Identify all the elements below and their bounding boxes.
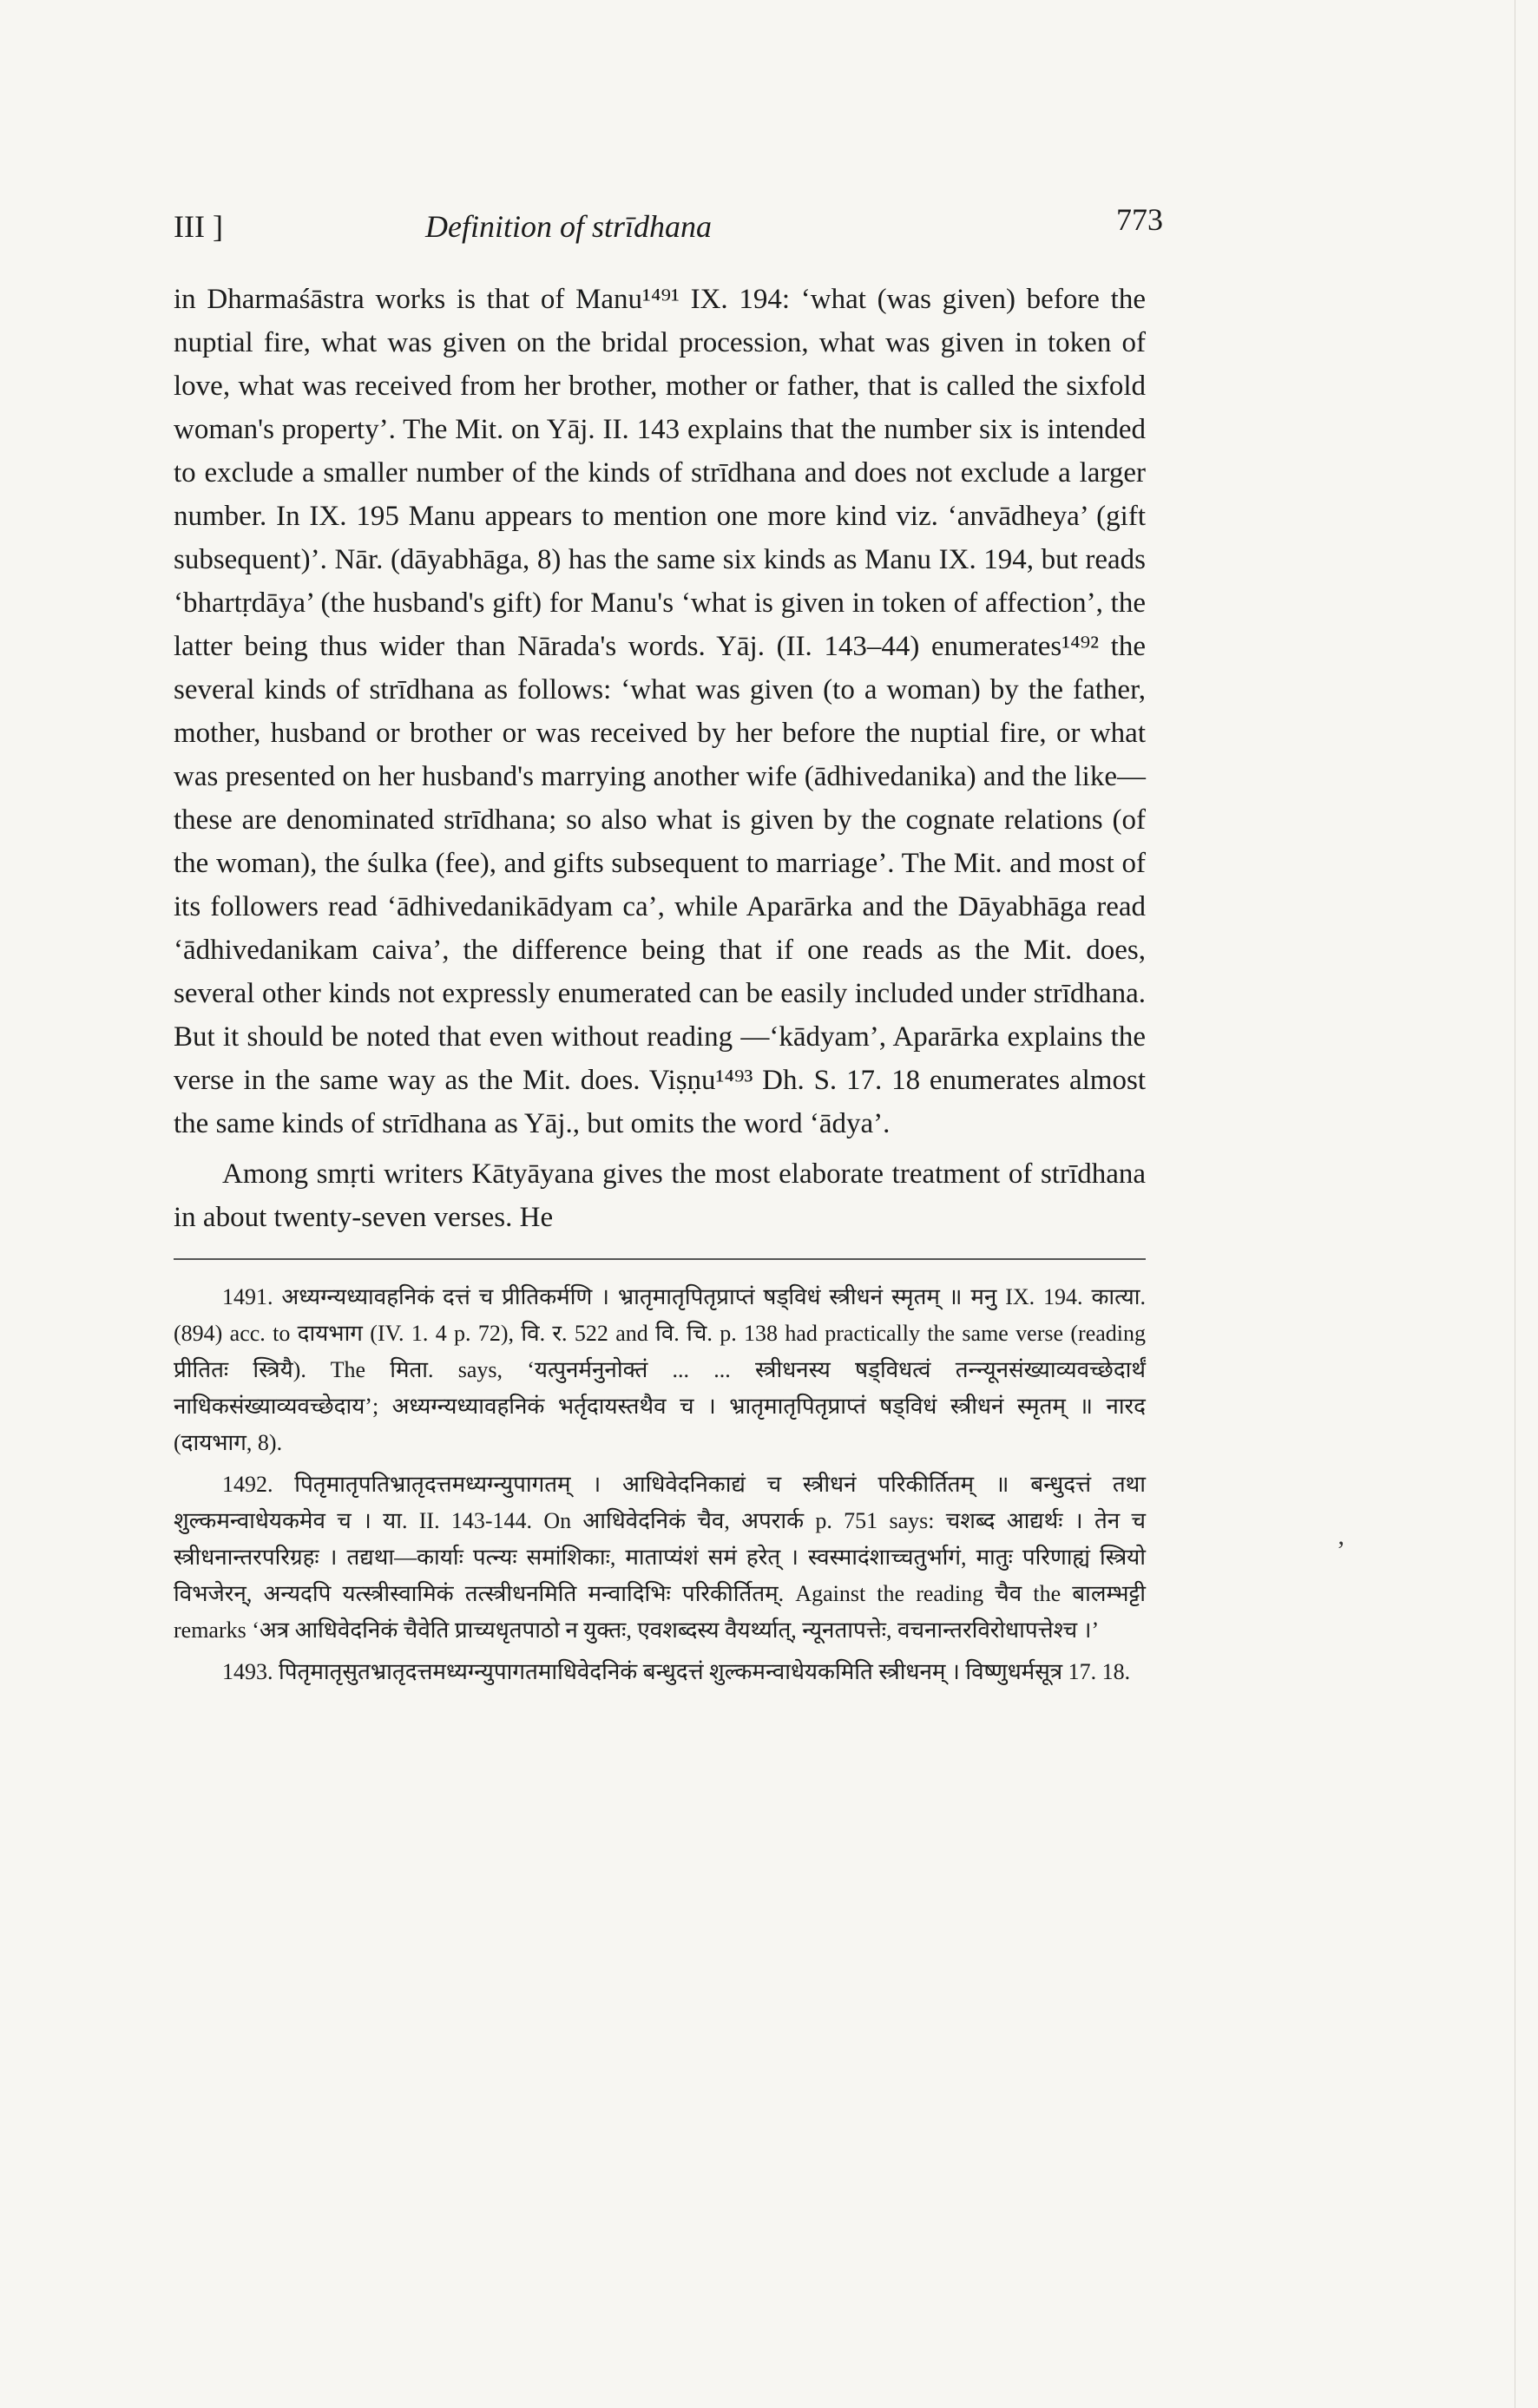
paragraph-2: Among smṛti writers Kātyāyana gives the most elaborate treatment of strīdhana in about twenty-seven verses. He	[174, 1158, 1146, 1233]
margin-mark: ’	[1337, 1536, 1345, 1565]
footnote-divider	[174, 1258, 1146, 1260]
document-page	[174, 156, 1163, 1696]
body-text	[174, 278, 1146, 1239]
page-number: 773	[1116, 202, 1163, 237]
paragraph-1: in Dharmaśāstra works is that of Manu¹⁴⁹¹ IX. 194: ‘what (was given) before the nuptial fire, what was given on the bridal procession, what was given in token of love, what was received from her brother, mother or father, that is called the sixfold woman's property’. The Mit. on Yāj. II. 143 explains that the number six is intended to exclude a smaller number of the kinds of strīdhana and does not exclude a larger number. In IX. 195 Manu appears to mention one more kind viz. ‘anvādheya’ (gift subsequent)’. Nār. (dāyabhāga, 8) has the same six kinds as Manu IX. 194, but reads ‘bhartṛdāya’ (the husband's gift) for Manu's ‘what is given in token of affection’, the latter being thus wider than Nārada's words. Yāj. (II. 143–44) enumerates¹⁴⁹² the several kinds of strīdhana as follows: ‘what was given (to a woman) by the father, mother, husband or brother or was received by her before the nuptial fire, or what was presented on her husband's marrying another wife (ādhivedanika) and the like—these are denominated strīdhana; so also what is given by the cognate relations (of the woman), the śulka (fee), and gifts subsequent to marriage’. The Mit. and most of its followers read ‘ādhivedanikādyam ca’, while Aparārka and the Dāyabhāga read ‘ādhivedanikam caiva’, the difference being that if one reads as the Mit. does, several other kinds not expressly enumerated can be easily included under strīdhana. But it should be noted that even without reading —‘kādyam’, Aparārka explains the verse in the same way as the Mit. does. Viṣṇu¹⁴⁹³ Dh. S. 17. 18 enumerates almost the same kinds of strīdhana as Yāj., but omits the word ‘ādya’.	[174, 284, 1146, 1139]
footnotes	[174, 1279, 1146, 1690]
footnote-1491: 1491. अध्यग्न्यध्यावहनिकं दत्तं च प्रीतिकर्मणि । भ्रातृमातृपितृप्राप्तं षड्विधं स्त्रीधनं स्मृतम् ॥ मनु IX. 194. कात्या. (894) acc. to दायभाग (IV. 1. 4 p. 72), वि. र. 522 and वि. चि. p. 138 had practically the same verse (reading प्रीतितः स्त्रियै). The मिता. says, ‘यत्पुनर्मनुनोक्तं ... ... स्त्रीधनस्य षड्विधत्वं तन्न्यूनसंख्याव्यवच्छेदार्थं नाधिकसंख्याव्यवच्छेदाय’; अध्यग्न्यध्यावहनिकं भर्तृदायस्तथैव च । भ्रातृमातृपितृप्राप्तं षड्विधं स्त्रीधनं स्मृतम् ॥ नारद (दायभाग, 8).	[174, 1284, 1146, 1455]
footnote-1493: 1493. पितृमातृसुतभ्रातृदत्तमध्यग्न्युपागतमाधिवेदनिकं बन्धुदत्तं शुल्कमन्वाधेयकमिति स्त्रीधनम् । विष्णुधर्मसूत्र 17. 18.	[222, 1659, 1131, 1684]
footnote-1492: 1492. पितृमातृपतिभ्रातृदत्तमध्यग्न्युपागतम् । आधिवेदनिकाद्यं च स्त्रीधनं परिकीर्तितम् ॥ बन्धुदत्तं तथा शुल्कमन्वाधेयकमेव च । या. II. 143-144. On आधिवेदनिकं चैव, अपरार्क p. 751 says: चशब्द आद्यर्थः । तेन च स्त्रीधनान्तरपरिग्रहः । तद्यथा—कार्याः पत्न्यः समांशिकाः, माताप्यंशं समं हरेत् । स्वस्मादंशाच्चतुर्भागं, मातुः परिणाह्यं स्त्रियो विभजेरन्, अन्यदपि यत्स्त्रीस्वामिकं तत्स्त्रीधनमिति मन्वादिभिः परिकीर्तितम्. Against the reading चैव the बालम्भट्टी remarks ‘अत्र आधिवेदनिकं चैवेति प्राच्यधृतपाठो न युक्तः, एवशब्दस्य वैयर्थ्यात्, न्यूनतापत्तेः, वचनान्तरविरोधापत्तेश्च ।’	[174, 1472, 1146, 1643]
page-title: Definition of strīdhana	[425, 209, 713, 244]
running-head	[174, 156, 1163, 244]
chapter-marker: III ]	[174, 209, 223, 244]
